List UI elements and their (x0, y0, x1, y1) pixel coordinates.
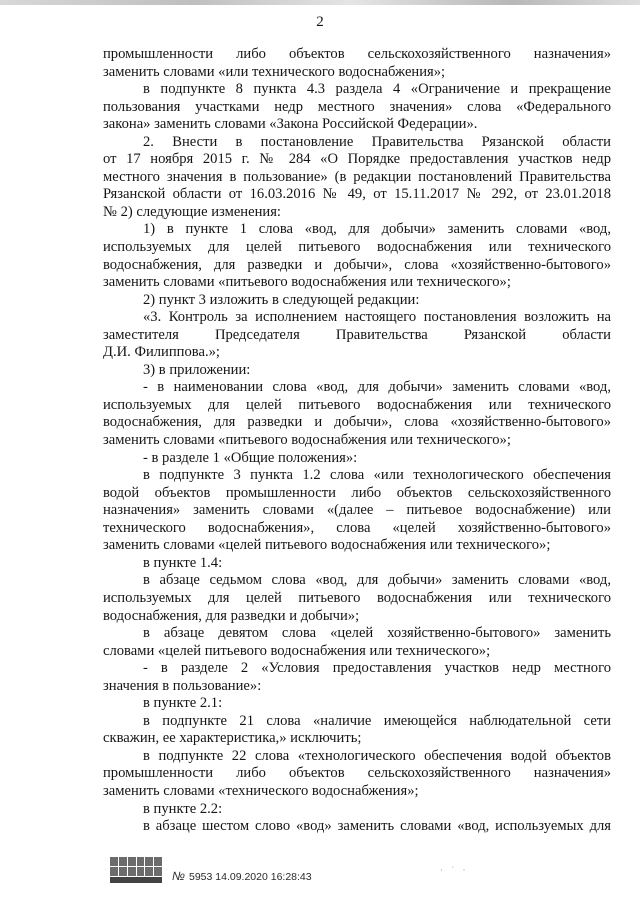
paragraph (103, 695, 611, 713)
text-line: - в разделе 2 «Условия предоставления участков недр местного (143, 660, 611, 677)
paragraph (103, 572, 611, 625)
text-line: заменить словами «технического водоснабжения»; (103, 782, 419, 799)
paragraph (103, 467, 611, 555)
text-line: заместителя Председателя Правительства Рязанской области (103, 326, 611, 343)
paragraph (103, 46, 611, 81)
text-line: в пункте 2.2: (143, 800, 223, 817)
paragraph (103, 81, 611, 134)
paragraph (103, 450, 611, 468)
paragraph (103, 292, 611, 310)
paragraph (103, 713, 611, 748)
text-line: в абзаце шестом слово «вод» заменить словами «вод, используемых для (143, 818, 611, 835)
text-line: технического водоснабжения», слова «целей хозяйственно-бытового» (103, 519, 611, 536)
text-line: закона» заменить словами «Закона Российской Федерации». (103, 116, 478, 133)
paragraph (103, 625, 611, 660)
text-line: в подпункте 8 пункта 4.3 раздела 4 «Ограничение и прекращение (143, 81, 611, 98)
paragraph (103, 221, 611, 291)
text-line: «3. Контроль за исполнением настоящего постановления возложить на (143, 309, 611, 326)
text-line: промышленности либо объектов сельскохозяйственного назначения» (103, 765, 611, 782)
paragraph (103, 748, 611, 801)
text-line: Рязанской области от 16.03.2016 № 49, от 15.11.2017 № 292, от 23.01.2018 (103, 186, 611, 203)
paragraph (103, 818, 611, 836)
text-line: в абзаце девятом слова «целей хозяйственно-бытового» заменить (143, 625, 611, 642)
text-line: заменить словами «питьевого водоснабжения или технического»; (103, 432, 511, 449)
text-line: от 17 ноября 2015 г. № 284 «О Порядке предоставления участков недр (103, 151, 611, 168)
text-line: в пункте 2.1: (143, 695, 223, 712)
text-line: 3) в приложении: (143, 361, 251, 378)
text-line: 1) в пункте 1 слова «вод, для добычи» заменить словами «вод, (143, 221, 611, 238)
text-line: назначения» заменить словами «(далее – питьевое водоснабжение) или (103, 502, 611, 519)
text-line: водой объектов промышленности либо объектов сельскохозяйственного (103, 484, 611, 501)
paragraph (103, 801, 611, 819)
text-line: - в наименовании слова «вод, для добычи» заменить словами «вод, (143, 379, 611, 396)
text-line: Д.И. Филиппова.»; (103, 344, 220, 361)
paragraph (103, 555, 611, 573)
text-line: местного значения в пользование» (в редакции постановлений Правительства (103, 168, 611, 185)
archive-stamp-icon (110, 857, 162, 883)
scan-top-edge (0, 0, 640, 5)
text-line: в подпункте 22 слова «технологического обеспечения водой объектов (143, 747, 611, 764)
text-line: в абзаце седьмом слова «вод, для добычи» заменить словами «вод, (143, 572, 611, 589)
text-line: - в разделе 1 «Общие положения»: (143, 449, 358, 466)
paragraph (103, 134, 611, 222)
text-line: используемых для целей питьевого водоснабжения или технического (103, 396, 611, 413)
text-line: заменить словами «питьевого водоснабжения или технического»; (103, 274, 511, 291)
text-line: заменить словами «или технического водоснабжения»; (103, 63, 446, 80)
text-line: в пункте 1.4: (143, 554, 223, 571)
document-body (103, 46, 611, 836)
number-sign: № (172, 869, 185, 883)
text-line: водоснабжения, для разведки и добычи», слова «хозяйственно-бытового» (103, 414, 611, 431)
text-line: водоснабжения, для разведки и добычи»; (103, 607, 360, 624)
registration-stamp (172, 869, 312, 883)
text-line: скважин, ее характеристика,» исключить; (103, 730, 362, 747)
text-line: промышленности либо объектов сельскохозяйственного назначения» (103, 46, 611, 62)
text-line: водоснабжения, для разведки и добычи», слова «хозяйственно-бытового» (103, 256, 611, 273)
text-line: словами «целей питьевого водоснабжения или технического»; (103, 642, 491, 659)
paragraph (103, 660, 611, 695)
text-line: в подпункте 3 пункта 1.2 слова «или технологического обеспечения (143, 467, 611, 484)
page-number: 2 (316, 14, 324, 30)
paragraph (103, 379, 611, 449)
text-line: значения в пользование»: (103, 677, 262, 694)
text-line: используемых для целей питьевого водоснабжения или технического (103, 589, 611, 606)
text-line: 2) пункт 3 изложить в следующей редакции: (143, 291, 420, 308)
text-line: 2. Внести в постановление Правительства Рязанской области (143, 133, 611, 150)
paragraph (103, 309, 611, 362)
text-line: используемых для целей питьевого водоснабжения или технического (103, 239, 611, 256)
text-line: № 2) следующие изменения: (103, 203, 281, 220)
text-line: в подпункте 21 слова «наличие имеющейся наблюдательной сети (143, 712, 611, 729)
paragraph (103, 362, 611, 380)
page-footer (0, 855, 640, 895)
text-line: пользования участками недр местного значения» слова «Федерального (103, 98, 611, 115)
registration-text: 5953 14.09.2020 16:28:43 (189, 871, 312, 883)
scan-noise: · ˙ · (440, 865, 469, 875)
text-line: заменить словами «целей питьевого водоснабжения или технического»; (103, 537, 551, 554)
